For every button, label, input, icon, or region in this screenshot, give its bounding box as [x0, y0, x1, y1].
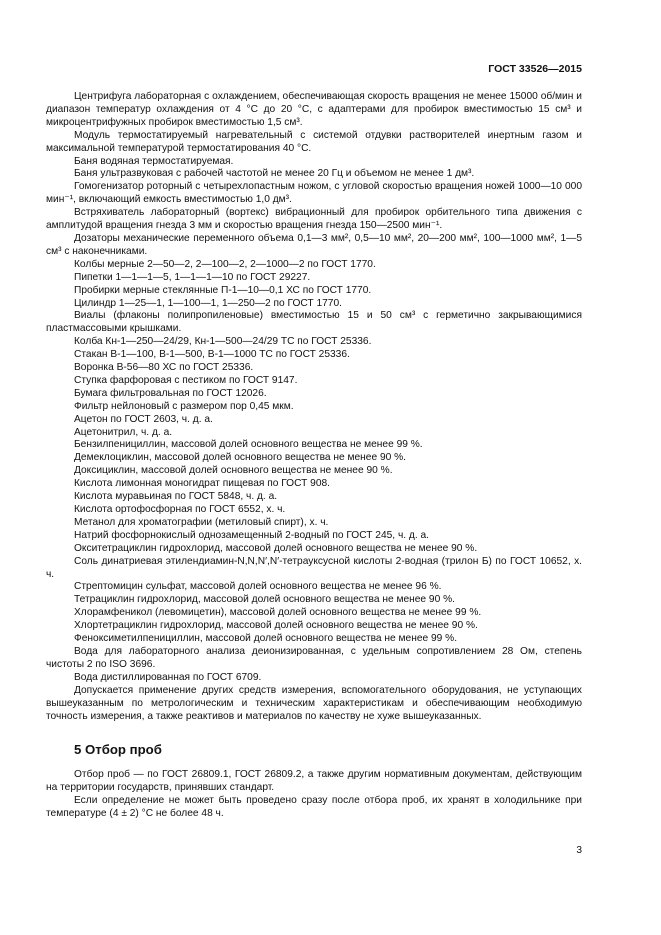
- paragraph: Кислота ортофосфорная по ГОСТ 6552, х. ч.: [74, 504, 286, 515]
- paragraph: Вода для лабораторного анализа деионизированная, с удельным сопротивлением 28 Ом, степень чистоты 2 по ISO 3696.: [46, 645, 582, 670]
- paragraph: Окситетрациклин гидрохлорид, массовой долей основного вещества не менее 90 %.: [74, 542, 478, 554]
- standard-header: ГОСТ 33526—2015: [488, 63, 582, 75]
- paragraph: Пипетки 1—1—1—5, 1—1—1—10 по ГОСТ 29227.: [74, 271, 311, 283]
- paragraph: Ацетонитрил, ч. д. а.: [74, 426, 173, 438]
- paragraph: Воронка В-56—80 ХС по ГОСТ 25336.: [74, 362, 254, 374]
- paragraph: Гомогенизатор роторный с четырехлопастным ножом, с угловой скоростью вращения ножей 1000—10 000 мин⁻¹, включающий емкость вместимостью 1,0 дм³.: [46, 181, 582, 206]
- equipment-list: [46, 91, 582, 723]
- page-number: 3: [576, 845, 582, 856]
- paragraph: Баня ультразвуковая с рабочей частотой не менее 20 Гц и объемом не менее 1 дм³.: [74, 168, 475, 180]
- paragraph: Допускается применение других средств измерения, вспомогательного оборудования, не уступающих вышеуказанным по метрологическим и техническим характеристикам и обеспечивающим необходимую точность измерения, а также реактивов и материалов по качеству не хуже вышеуказанных.: [46, 684, 582, 722]
- section-title: 5 Отбор проб: [74, 742, 162, 758]
- paragraph: Тетрациклин гидрохлорид, массовой долей основного вещества не менее 90 %.: [74, 594, 455, 606]
- paragraph: Ацетон по ГОСТ 2603, ч. д. а.: [74, 413, 213, 425]
- paragraph: Виалы (флаконы полипропиленовые) вместимостью 15 и 50 см³ с герметично закрывающимися пластмассовыми крышками.: [46, 310, 582, 335]
- document-body: [46, 91, 582, 821]
- paragraph: Встряхиватель лабораторный (вортекс) вибрационный для пробирок орбительного типа движения с амплитудой вращения гнезда 3 мм и скоростью вращения гнезда 150—2500 мин⁻¹.: [46, 207, 582, 232]
- section-body: [46, 769, 582, 821]
- paragraph: Соль динатриевая этилендиамин-N,N,N′,N′-тетрауксусной кислоты 2-водная (трилон Б) по ГОСТ 10652, х. ч.: [46, 555, 582, 580]
- paragraph: Хлортетрациклин гидрохлорид, массовой долей основного вещества не менее 90 %.: [74, 620, 478, 632]
- paragraph: Баня водяная термостатируемая.: [74, 155, 234, 167]
- paragraph: Метанол для хроматографии (метиловый спирт), х. ч.: [74, 516, 329, 528]
- paragraph: Кислота муравьиная по ГОСТ 5848, ч. д. а.: [74, 491, 278, 503]
- paragraph: Если определение не может быть проведено сразу после отбора проб, их хранят в холодильнике при температуре (4 ± 2) °С не более 48 ч.: [46, 795, 582, 820]
- paragraph: Стрептомицин сульфат, массовой долей основного вещества не менее 96 %.: [74, 581, 442, 593]
- paragraph: Демеклоциклин, массовой долей основного вещества не менее 90 %.: [74, 452, 407, 464]
- paragraph: Кислота лимонная моногидрат пищевая по ГОСТ 908.: [74, 478, 330, 490]
- paragraph: Доксициклин, массовой долей основного вещества не менее 90 %.: [74, 465, 393, 477]
- paragraph: Бензилпенициллин, массовой долей основного вещества не менее 99 %.: [74, 439, 423, 451]
- paragraph: Хлорамфеникол (левомицетин), массовой долей основного вещества не менее 99 %.: [74, 607, 482, 619]
- paragraph: Пробирки мерные стеклянные П-1—10—0,1 ХС по ГОСТ 1770.: [74, 284, 372, 296]
- paragraph: Фильтр нейлоновый с размером пор 0,45 мкм.: [74, 400, 294, 412]
- paragraph: Центрифуга лабораторная с охлаждением, обеспечивающая скорость вращения не менее 15000 об/мин и диапазон температур охлаждения от 4 °С до 20 °С, с адаптерами для пробирок вместимостью 15 см³ и микроцентрифужных пробирок вместимостью 1,5 см³.: [46, 91, 582, 128]
- paragraph: Натрий фосфорнокислый однозамещенный 2-водный по ГОСТ 245, ч. д. а.: [74, 529, 430, 541]
- paragraph: Дозаторы механические переменного объема 0,1—3 мм², 0,5—10 мм², 20—200 мм², 100—1000 мм², 1—5 см³ с наконечниками.: [46, 232, 582, 257]
- paragraph: Колбы мерные 2—50—2, 2—100—2, 2—1000—2 по ГОСТ 1770.: [74, 258, 376, 270]
- paragraph: Модуль термостатируемый нагревательный с системой отдувки растворителей инертным газом и максимальной температурой термостатирования 40 °С.: [46, 129, 582, 154]
- paragraph: Отбор проб — по ГОСТ 26809.1, ГОСТ 26809.2, а также другим нормативным документам, действующим на территории государств, принявших стандарт.: [46, 769, 582, 794]
- paragraph: Цилиндр 1—25—1, 1—100—1, 1—250—2 по ГОСТ 1770.: [74, 297, 342, 309]
- paragraph: Колба Кн-1—250—24/29, Кн-1—500—24/29 ТС по ГОСТ 25336.: [74, 336, 372, 348]
- paragraph: Бумага фильтровальная по ГОСТ 12026.: [74, 387, 267, 399]
- paragraph: Вода дистиллированная по ГОСТ 6709.: [74, 671, 262, 683]
- paragraph: Феноксиметилпенициллин, массовой долей основного вещества не менее 99 %.: [74, 633, 458, 645]
- paragraph: Стакан В-1—100, В-1—500, В-1—1000 ТС по ГОСТ 25336.: [74, 349, 350, 361]
- paragraph: Ступка фарфоровая с пестиком по ГОСТ 9147.: [74, 374, 298, 386]
